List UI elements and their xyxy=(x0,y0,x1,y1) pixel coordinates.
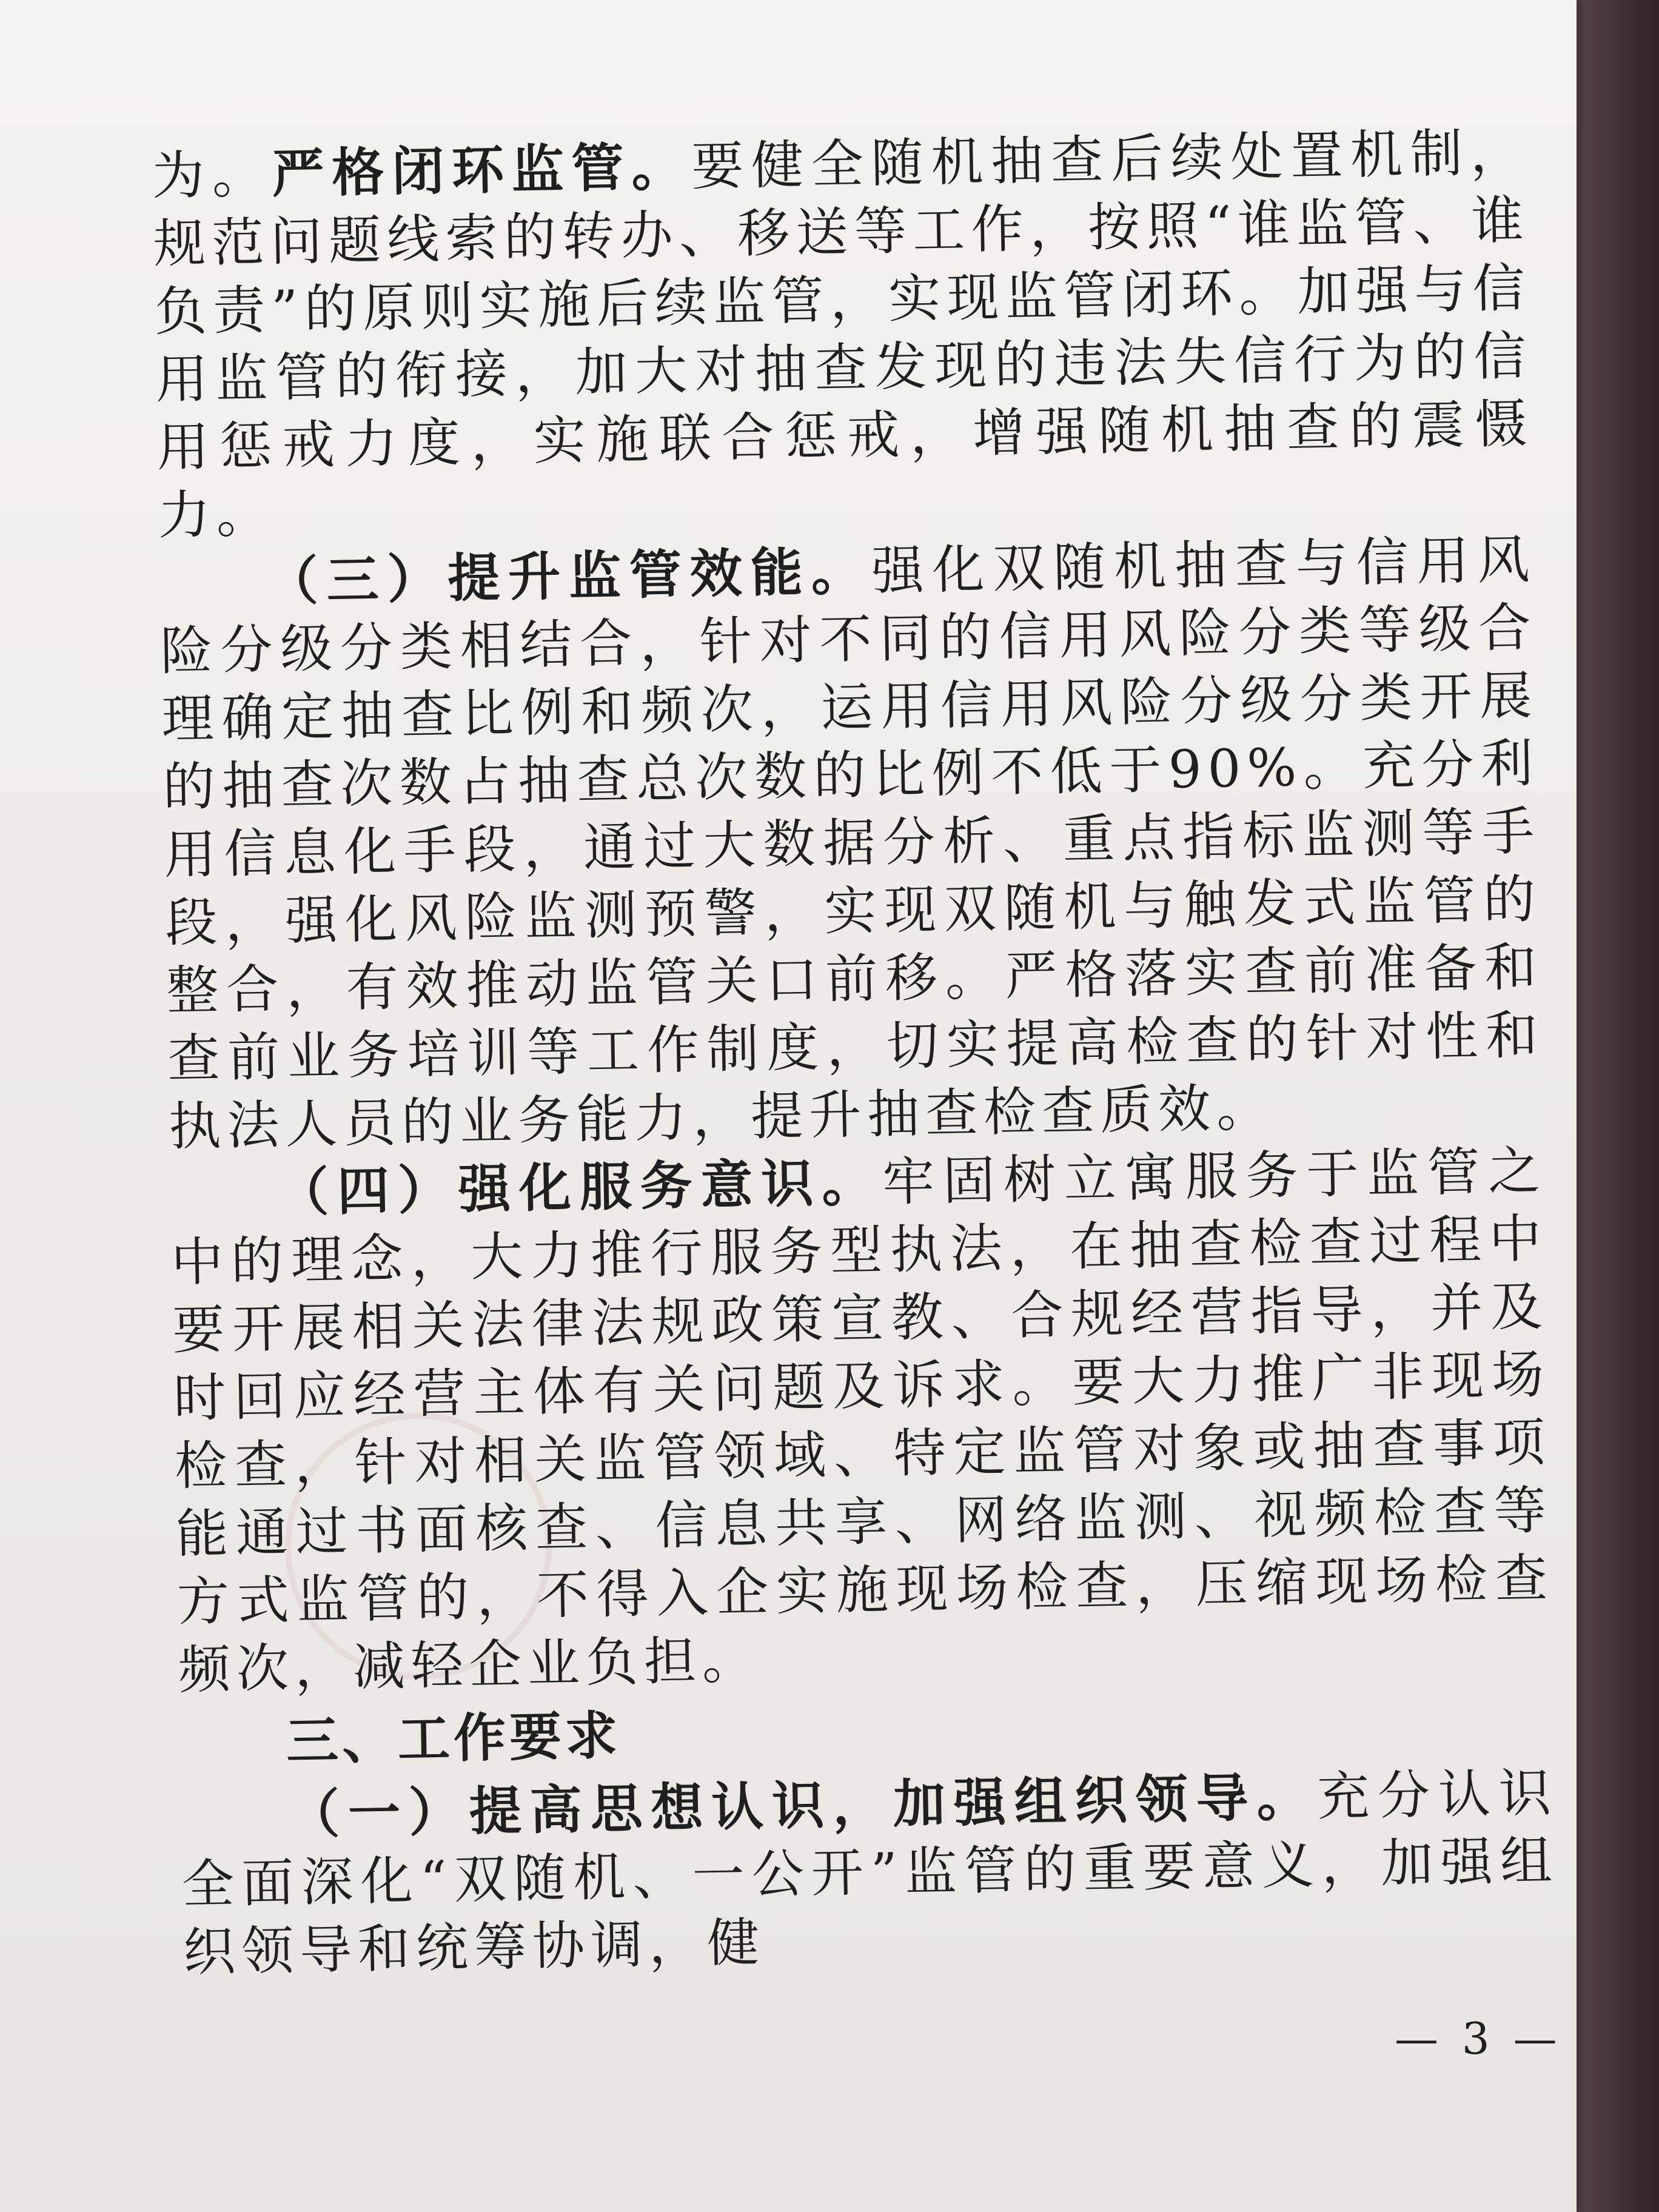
paragraph-emphasis: （一）提高思想认识，加强组织领导。 xyxy=(287,1766,1318,1846)
paragraph-body: 充分认识全面深化“双随机、一公开”监管的重要意义，加强组织领导和统筹协调，健 xyxy=(181,1762,1559,1983)
paragraph-lead: 为。 xyxy=(152,144,273,207)
desk-background xyxy=(1568,0,1659,2212)
section-heading: 三、工作要求 xyxy=(286,1705,622,1772)
paragraph-body: 要健全随机抽查后续处置机制，规范问题线索的转办、移送等工作，按照“谁监管、谁负责”的原则实施后续监管，实现监管闭环。加强与信用监管的衔接，加大对抽查发现的违法失信行为的信用惩戒力度，实施联合惩戒，增强随机抽查的震慑力。 xyxy=(153,122,1534,546)
paragraph-requirements-1 xyxy=(180,1759,1560,1987)
paragraph-continuation xyxy=(152,118,1535,550)
page-number: — 3 — xyxy=(1395,2013,1562,2064)
paragraph-section-3 xyxy=(159,526,1546,1161)
document-body xyxy=(152,118,1560,1986)
paragraph-section-4 xyxy=(169,1137,1555,1704)
paragraph-emphasis: （四）强化服务意识。 xyxy=(276,1151,883,1224)
paragraph-body: 牢固树立寓服务于监管之中的理念，大力推行服务型执法，在抽查检查过程中要开展相关法律法规政策宣教、合规经营指导，并及时回应经营主体有关问题及诉求。要大力推广非现场检查，针对相关监管领域、特定监管对象或抽查事项能通过书面核查、信息共享、网络监测、视频检查等方式监管的，不得入企实施现场检查，压缩现场检查频次，减轻企业负担。 xyxy=(170,1141,1554,1701)
paragraph-emphasis: 严格闭环监管。 xyxy=(271,136,692,205)
paragraph-body: 强化双随机抽查与信用风险分级分类相结合，针对不同的信用风险分类等级合理确定抽查比例和频次，运用信用风险分级分类开展的抽查次数占抽查总次数的比例不低于90%。充分利用信息化手段，通过大数据分析、重点指标监测等手段，强化风险监测预警，实现双随机与触发式监管的整合，有效推动监管关口前移。严格落实查前准备和查前业务培训等工作制度，切实提高检查的针对性和执法人员的业务能力，提升抽查检查质效。 xyxy=(159,529,1544,1158)
paragraph-emphasis: （三）提升监管效能。 xyxy=(265,540,873,612)
